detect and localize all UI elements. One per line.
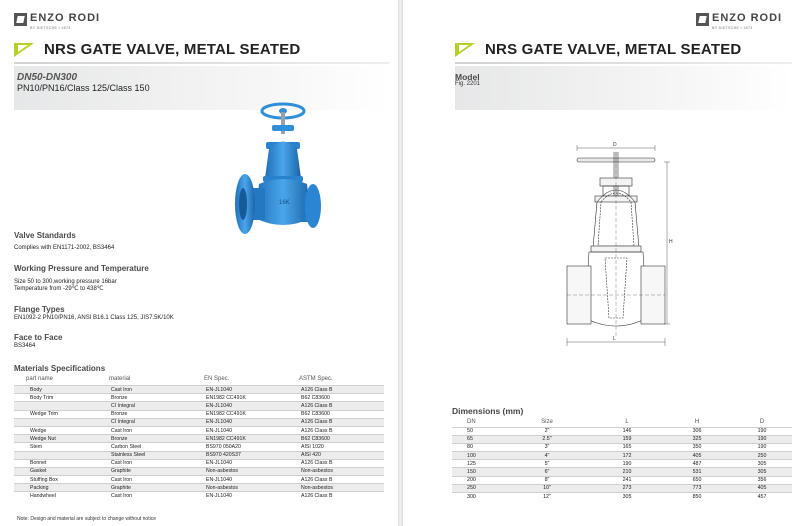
valve-technical-drawing [555,138,685,360]
material-cell: Cast Iron [109,459,204,467]
part-cell: Stuffing Box [14,476,109,484]
dimensions-header-row [452,418,792,427]
h-cell: 487 [662,460,732,468]
footnote: Note: Design and material are subject to change without notice [17,516,156,522]
materials-header-row [14,376,384,386]
col-material: material [109,376,131,382]
dn-cell: 250 [452,484,502,492]
part-cell: Body [14,386,109,394]
table-row [452,460,792,468]
en-spec-cell: EN-JL1040 [204,418,299,426]
size-cell: 12" [502,493,592,501]
table-row [14,492,384,500]
flange-types-heading: Flange Types [14,305,65,314]
dimensions-heading: Dimensions (mm) [452,406,524,416]
h-cell: 325 [662,435,732,443]
brand-name: ENZO RODI [712,12,783,24]
en-spec-cell: BS970 050A20 [204,443,299,451]
size-cell: 2" [502,427,592,435]
material-cell: Bronze [109,394,204,402]
col-astm-spec: ASTM Spec. [299,376,333,382]
left-page [0,0,398,526]
table-row [14,435,384,443]
table-row [452,468,792,476]
en-spec-cell: EN-JL1040 [204,492,299,500]
table-row [14,418,384,426]
astm-spec-cell: Non-asbestos [299,467,384,475]
dimensions-table [452,418,792,501]
part-cell: Gasket [14,467,109,475]
h-cell: 773 [662,484,732,492]
en-spec-cell: Non-asbestos [204,484,299,492]
col-en-spec: EN Spec. [204,376,230,382]
d-cell: 457 [732,493,792,501]
table-row [14,484,384,492]
l-cell: 172 [592,452,662,460]
table-row [14,394,384,402]
table-row [14,451,384,459]
d-cell: 305 [732,468,792,476]
l-cell: 159 [592,435,662,443]
material-cell: Cast Iron [109,426,204,434]
table-row [14,426,384,434]
astm-spec-cell: Non-asbestos [299,484,384,492]
h-cell: 850 [662,493,732,501]
astm-spec-cell: A126 Class B [299,476,384,484]
part-cell [14,402,109,410]
col-d: D [759,419,765,426]
material-cell: Stainless Steel [109,451,204,459]
material-cell: Cast Iron [109,476,204,484]
part-cell: Stem [14,443,109,451]
flange-types-text: EN1092-2 PN10/PN16, ANSI B16.1 Class 125, JIS7.5K/10K [14,315,174,321]
dn-cell: 80 [452,443,502,451]
working-pressure-line-1: Size 50 to 300,working pressure 16bar [14,279,117,285]
l-cell: 241 [592,476,662,484]
page-title-row [14,41,300,58]
size-cell: 6" [502,468,592,476]
en-spec-cell: EN-JL1040 [204,459,299,467]
part-cell: Handwheel [14,492,109,500]
d-cell: 250 [732,452,792,460]
dn-cell: 300 [452,493,502,501]
svg-text:16K: 16K [279,200,290,206]
page-title-right: NRS GATE VALVE, METAL SEATED [485,41,742,58]
part-cell [14,451,109,459]
model-heading: Model [455,72,480,82]
d-cell: 405 [732,484,792,492]
table-row [452,443,792,451]
h-cell: 405 [662,452,732,460]
part-cell: Wedge [14,426,109,434]
h-cell: 650 [662,476,732,484]
col-l: L [625,419,629,426]
dn-cell: 50 [452,427,502,435]
h-cell: 350 [662,443,732,451]
d-cell: 190 [732,443,792,451]
table-row [452,493,792,501]
d-cell: 356 [732,476,792,484]
l-cell: 273 [592,484,662,492]
astm-spec-cell: B62 C83600 [299,435,384,443]
d-cell: 190 [732,435,792,443]
h-cell: 306 [662,427,732,435]
page-title-row-right [455,41,741,58]
materials-table [14,376,384,500]
page-title: NRS GATE VALVE, METAL SEATED [44,41,301,58]
astm-spec-cell: AISI 420 [299,451,384,459]
triangle-icon [14,43,34,57]
col-size: Size [541,419,553,426]
table-row [452,427,792,435]
l-cell: 146 [592,427,662,435]
title-divider [14,62,389,64]
size-cell: 5" [502,460,592,468]
dimensions-body [452,427,792,501]
en-spec-cell: EN1982 CC491K [204,394,299,402]
dn-cell: 100 [452,452,502,460]
size-cell: 3" [502,443,592,451]
table-row [14,386,384,394]
size-cell: 10" [502,484,592,492]
drawing-label-h: H [669,239,673,245]
part-cell: Bonnet [14,459,109,467]
pressure-classes: PN10/PN16/Class 125/Class 150 [17,83,150,93]
logo-icon [14,13,27,26]
material-cell: Cast Iron [109,386,204,394]
table-row [14,410,384,418]
working-pressure-heading: Working Pressure and Temperature [14,264,149,273]
brand-tagline: BY DIETSCHE ▪ 1873 [712,26,753,30]
astm-spec-cell: A126 Class B [299,402,384,410]
astm-spec-cell: AISI 1020 [299,443,384,451]
brand-logo-right [696,8,782,31]
en-spec-cell: EN-JL1040 [204,476,299,484]
h-cell: 531 [662,468,732,476]
part-cell: Packing [14,484,109,492]
l-cell: 165 [592,443,662,451]
d-cell: 305 [732,460,792,468]
material-cell: Bronze [109,410,204,418]
logo-icon [696,13,709,26]
material-cell: CI Integral [109,402,204,410]
l-cell: 210 [592,468,662,476]
table-row [14,402,384,410]
col-h: H [694,419,700,426]
material-cell: Bronze [109,435,204,443]
material-cell: Carbon Steel [109,443,204,451]
size-cell: 4" [502,452,592,460]
material-cell: Cast Iron [109,492,204,500]
en-spec-cell: Non-asbestos [204,467,299,475]
astm-spec-cell: A126 Class B [299,426,384,434]
col-dn: DN [467,419,476,426]
materials-heading: Materials Specifications [14,364,106,373]
size-cell: 2.5" [502,435,592,443]
brand-logo [14,8,100,31]
dn-range: DN50-DN300 [17,72,78,83]
part-cell [14,418,109,426]
en-spec-cell: EN-JL1040 [204,402,299,410]
en-spec-cell: EN-JL1040 [204,426,299,434]
astm-spec-cell: A126 Class B [299,492,384,500]
table-row [14,467,384,475]
brand-tagline: BY DIETSCHE ▪ 1873 [30,26,71,30]
dn-cell: 65 [452,435,502,443]
drawing-label-d: D [613,142,617,148]
material-cell: CI Integral [109,418,204,426]
en-spec-cell: EN1982 CC491K [204,410,299,418]
table-row [14,476,384,484]
astm-spec-cell: A126 Class B [299,386,384,394]
dn-cell: 200 [452,476,502,484]
size-cell: 8" [502,476,592,484]
face-to-face-heading: Face to Face [14,333,63,342]
part-cell: Body Trim [14,394,109,402]
valve-standards-heading: Valve Standards [14,231,76,240]
table-row [14,443,384,451]
material-cell: Graphite [109,484,204,492]
valve-photo [225,100,345,250]
brand-name: ENZO RODI [30,12,101,24]
part-cell: Wedge Trim [14,410,109,418]
material-cell: Graphite [109,467,204,475]
working-pressure-line-2: Temperature from -29℃ to 438℃ [14,286,104,292]
col-part-name: part name [26,376,54,382]
dn-cell: 150 [452,468,502,476]
en-spec-cell: BS970 420S37 [204,451,299,459]
astm-spec-cell: A126 Class B [299,418,384,426]
l-cell: 190 [592,460,662,468]
dn-cell: 125 [452,460,502,468]
table-row [452,484,792,492]
model-number: Fig. 2201 [455,81,481,87]
header-band-right [455,66,792,110]
table-row [14,459,384,467]
materials-body [14,386,384,501]
l-cell: 305 [592,493,662,501]
en-spec-cell: EN1982 CC491K [204,435,299,443]
table-row [452,452,792,460]
table-row [452,435,792,443]
astm-spec-cell: B62 C83600 [299,410,384,418]
en-spec-cell: EN-JL1040 [204,386,299,394]
face-to-face-text: BS3464 [14,343,36,349]
title-divider-right [455,62,792,64]
part-cell: Wedge Nut [14,435,109,443]
valve-standards-text: Complies with EN1171-2002, BS3464 [14,245,115,251]
astm-spec-cell: A126 Class B [299,459,384,467]
astm-spec-cell: B62 C83600 [299,394,384,402]
table-row [452,476,792,484]
drawing-label-l: L [613,336,616,342]
d-cell: 190 [732,427,792,435]
triangle-icon [455,43,475,57]
